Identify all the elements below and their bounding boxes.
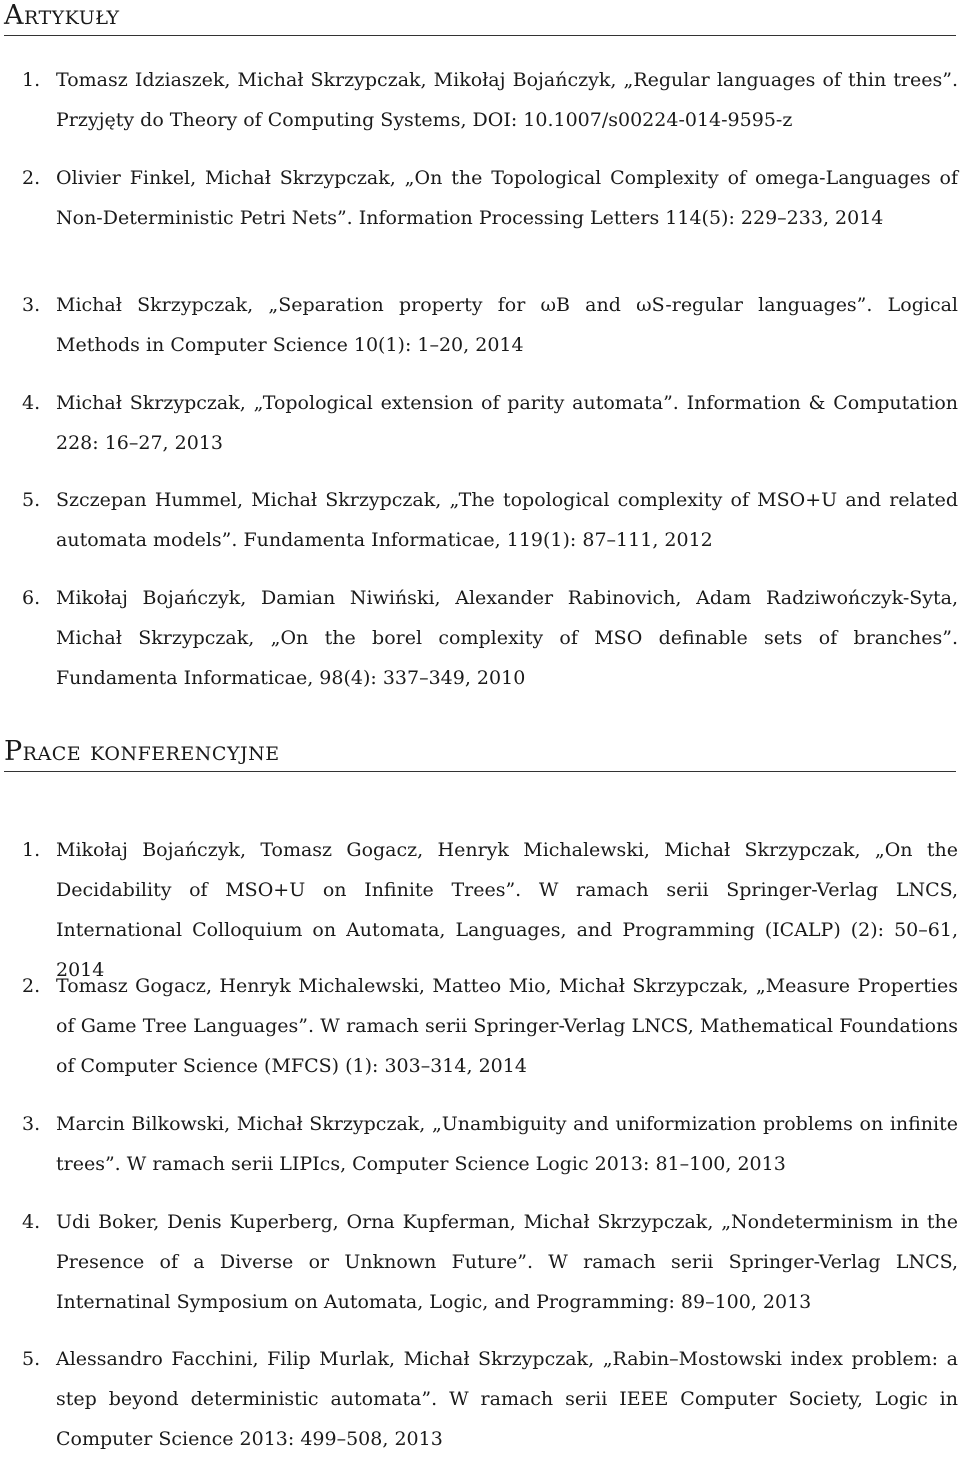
section-heading-articles: Artykuły [4,0,956,36]
list-item [22,480,958,560]
list-item [22,1202,958,1322]
item-number: 3. [22,1113,41,1135]
item-text: Marcin Bilkowski, Michał Skrzypczak, „Unambiguity and uniformization problems on infinite trees”. W ramach serii LIPIcs, Computer Science Logic 2013: 81–100, 2013 [56,1113,958,1175]
item-number: 5. [22,1348,41,1370]
item-text: Tomasz Idziaszek, Michał Skrzypczak, Mikołaj Bojańczyk, „Regular languages of thin trees”. Przyjęty do Theory of Computing Systems, DOI: 10.1007/s00224-014-9595-z [56,69,958,131]
item-number: 2. [22,975,41,997]
item-number: 5. [22,489,41,511]
list-item [22,383,958,463]
list-item [22,1104,958,1184]
item-number: 4. [22,1211,41,1233]
item-text: Tomasz Gogacz, Henryk Michalewski, Matteo Mio, Michał Skrzypczak, „Measure Properties of Game Tree Languages”. W ramach serii Springer-Verlag LNCS, Mathematical Foundations of Computer Science (MFCS) (1): 303–314, 2014 [56,975,958,1077]
list-item [22,158,958,238]
item-text: Michał Skrzypczak, „Separation property for ωB and ωS-regular languages”. Logical Methods in Computer Science 10(1): 1–20, 2014 [56,294,958,356]
item-text: Michał Skrzypczak, „Topological extension of parity automata”. Information & Computation 228: 16–27, 2013 [56,392,958,454]
item-text: Udi Boker, Denis Kuperberg, Orna Kupferman, Michał Skrzypczak, „Nondeterminism in the Presence of a Diverse or Unknown Future”. W ramach serii Springer-Verlag LNCS, Internatinal Symposium on Automata, Logic, and Programming: 89–100, 2013 [56,1211,958,1313]
item-number: 6. [22,587,41,609]
item-number: 3. [22,294,41,316]
list-item [22,60,958,140]
item-text: Szczepan Hummel, Michał Skrzypczak, „The topological complexity of MSO+U and related automata models”. Fundamenta Informaticae, 119(1): 87–111, 2012 [56,489,958,551]
item-number: 2. [22,167,41,189]
item-text: Alessandro Facchini, Filip Murlak, Michał Skrzypczak, „Rabin–Mostowski index problem: a step beyond deterministic automata”. W ramach serii IEEE Computer Society, Logic in Computer Science 2013: 499–508, 2013 [56,1348,958,1450]
item-number: 1. [22,839,41,861]
list-item [22,1339,958,1459]
item-text: Mikołaj Bojańczyk, Damian Niwiński, Alexander Rabinovich, Adam Radziwończyk-Syta, Michał Skrzypczak, „On the borel complexity of MSO definable sets of branches”. Fundamenta Informaticae, 98(4): 337–349, 2010 [56,587,958,689]
list-item [22,578,958,698]
list-item [22,285,958,365]
item-text: Olivier Finkel, Michał Skrzypczak, „On the Topological Complexity of omega-Languages of Non-Deterministic Petri Nets”. Information Processing Letters 114(5): 229–233, 2014 [56,167,958,229]
list-item [22,966,958,1086]
section-heading-conference-papers: Prace konferencyjne [4,736,956,772]
item-number: 4. [22,392,41,414]
item-number: 1. [22,69,41,91]
item-text: Mikołaj Bojańczyk, Tomasz Gogacz, Henryk Michalewski, Michał Skrzypczak, „On the Decidability of MSO+U on Infinite Trees”. W ramach serii Springer-Verlag LNCS, International Colloquium on Automata, Languages, and Programming (ICALP) (2): 50–61, 2014 [56,839,958,981]
